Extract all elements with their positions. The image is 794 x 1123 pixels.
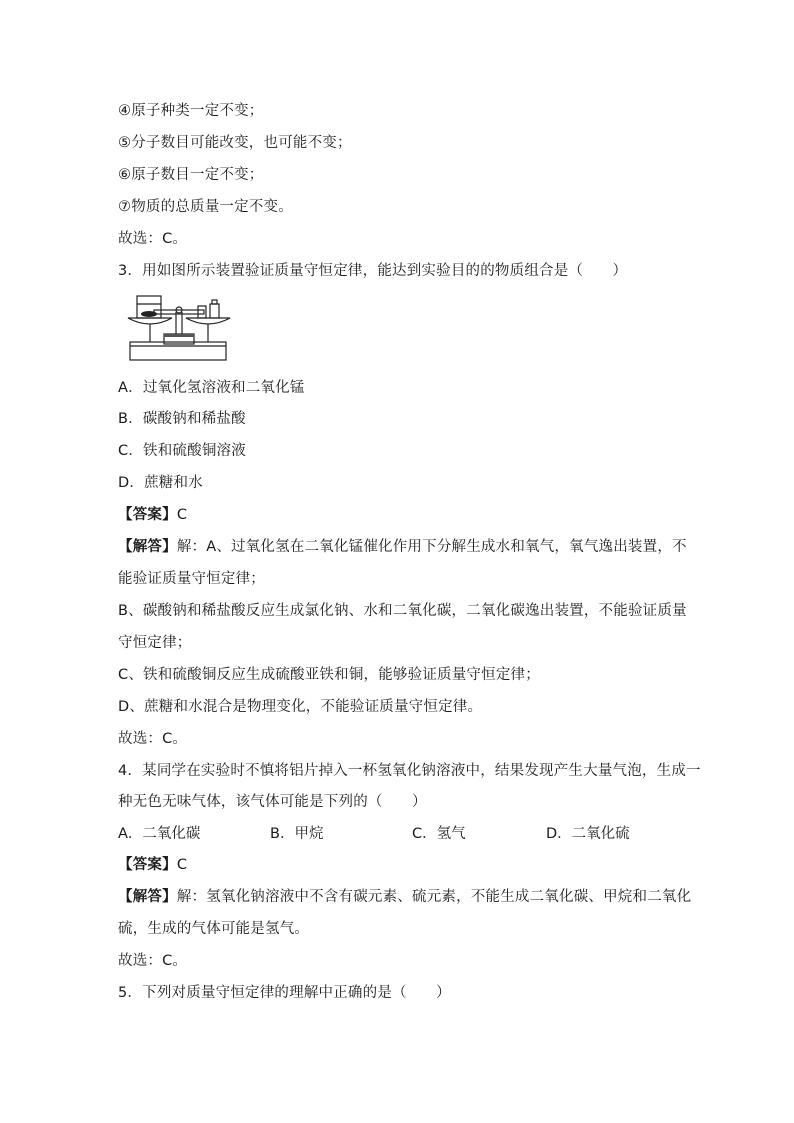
- question-3-option-d: D．蔗糖和水: [118, 475, 203, 491]
- question-4-option-c: C．氢气: [412, 826, 466, 842]
- question-3-analysis-line: 故选：C。: [118, 731, 188, 747]
- question-4-stem: 4．某同学在实验时不慎将铝片掉入一杯氢氧化钠溶液中，结果发现产生大量气泡，生成一: [118, 763, 701, 779]
- question-5-stem: 5．下列对质量守恒定律的理解中正确的是（ ）: [118, 985, 451, 1001]
- analysis-text: 解：氢氧化钠溶液中不含有碳元素、硫元素，不能生成二氧化碳、甲烷和二氧化: [176, 889, 692, 905]
- question-4-analysis-line: 故选：C。: [118, 953, 188, 969]
- question-3-option-c: C．铁和硫酸铜溶液: [118, 443, 246, 459]
- answer-value: C: [176, 857, 188, 873]
- question-4-stem: 种无色无味气体，该气体可能是下列的（ ）: [118, 794, 427, 810]
- analysis-label: 【解答】: [118, 539, 177, 555]
- text-line: 故选：C。: [118, 231, 188, 247]
- question-4-analysis-line: 硫，生成的气体可能是氢气。: [118, 921, 310, 937]
- question-4-answer: [118, 855, 187, 875]
- question-3-analysis-line: B、碳酸钠和稀盐酸反应生成氯化钠、水和二氧化碳，二氧化碳逸出装置，不能验证质量: [118, 603, 687, 619]
- text-line: ⑦物质的总质量一定不变。: [118, 199, 293, 215]
- question-3-answer: [118, 505, 187, 525]
- question-3-analysis-line: [118, 537, 687, 557]
- question-4-option-b: B．甲烷: [270, 826, 324, 842]
- question-3-analysis-line: C、铁和硫酸铜反应生成硫酸亚铁和铜，能够验证质量守恒定律；: [118, 667, 540, 683]
- balance-scale-figure: [124, 290, 234, 364]
- text-line: ④原子种类一定不变；: [118, 103, 264, 119]
- question-3-stem: 3．用如图所示装置验证质量守恒定律，能达到实验目的的物质组合是（ ）: [118, 263, 628, 279]
- question-3-analysis-line: D、蔗糖和水混合是物理变化，不能验证质量守恒定律。: [118, 699, 483, 715]
- answer-value: C: [176, 507, 188, 523]
- question-3-analysis-line: 守恒定律；: [118, 635, 192, 651]
- answer-label: 【答案】: [118, 507, 177, 523]
- question-3-option-a: A．过氧化氢溶液和二氧化锰: [118, 380, 305, 396]
- question-3-option-b: B．碳酸钠和稀盐酸: [118, 411, 246, 427]
- text-line: ⑥原子数目一定不变；: [118, 167, 264, 183]
- text-line: ⑤分子数目可能改变，也可能不变；: [118, 135, 352, 151]
- question-4-option-d: D．二氧化硫: [546, 826, 630, 842]
- analysis-text: 解：A、过氧化氢在二氧化锰催化作用下分解生成水和氧气，氧气逸出装置，不: [176, 539, 687, 555]
- question-3-analysis-line: 能验证质量守恒定律；: [118, 571, 265, 587]
- answer-label: 【答案】: [118, 857, 177, 873]
- question-4-option-a: A．二氧化碳: [118, 826, 201, 842]
- analysis-label: 【解答】: [118, 889, 177, 905]
- question-4-analysis-line: [118, 887, 691, 907]
